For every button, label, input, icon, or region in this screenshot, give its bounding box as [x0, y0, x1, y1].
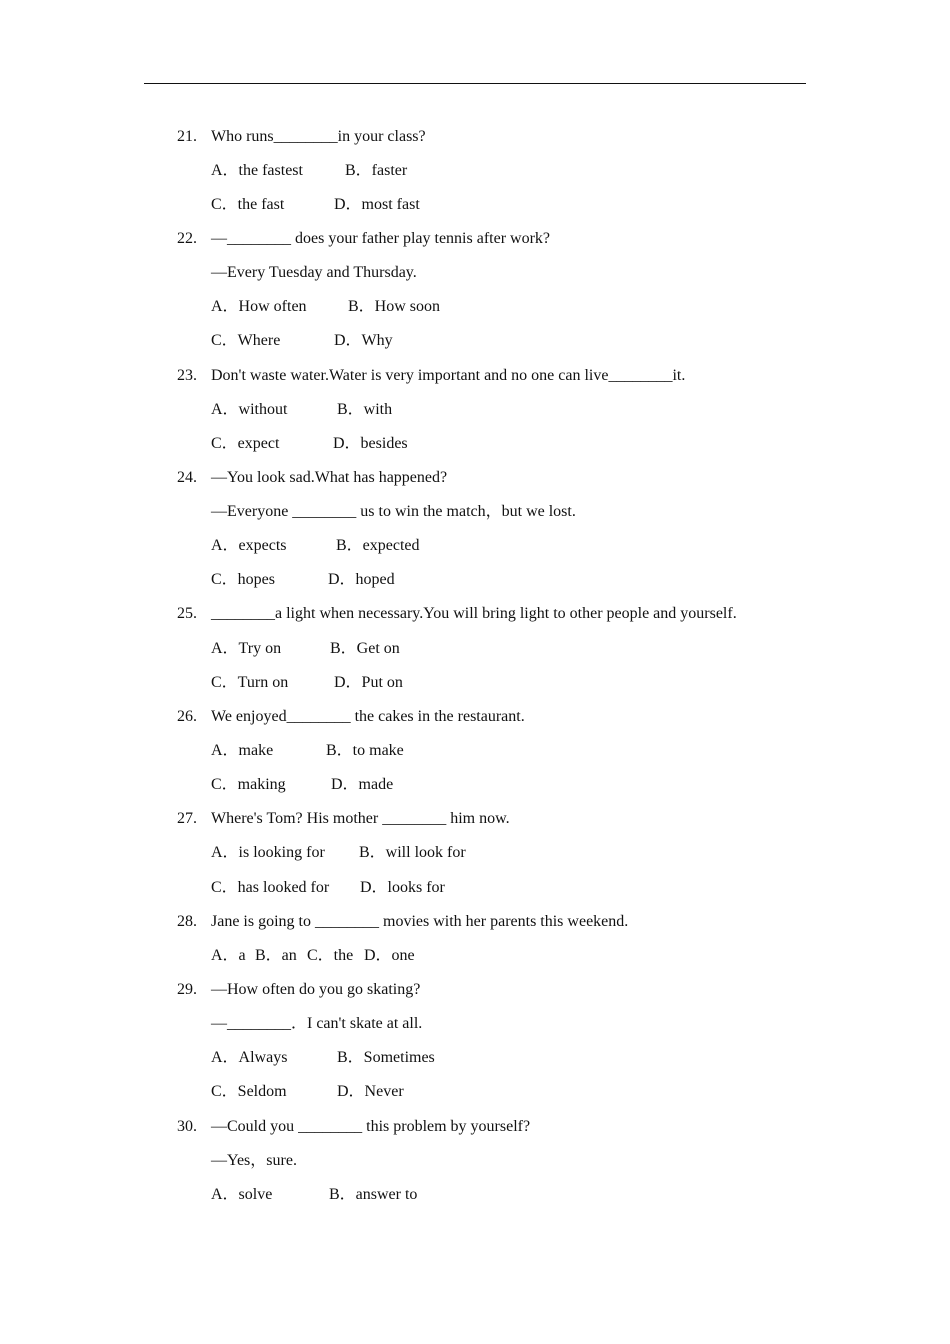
option-c: C．has looked for	[211, 879, 330, 896]
question-stem: Don't waste water.Water is very important and no one can live________it.	[211, 367, 686, 384]
option-a: A．Try on	[211, 640, 282, 657]
option-c: C．the fast	[211, 196, 285, 213]
question-number: 21.	[177, 128, 197, 145]
question-stem: —________ does your father play tennis after work?	[211, 230, 551, 247]
option-d: D．one	[364, 947, 415, 964]
header-rule	[144, 83, 806, 84]
option-c: C．hopes	[211, 571, 276, 588]
option-d: D．hoped	[328, 571, 395, 588]
option-b: B．answer to	[329, 1186, 418, 1203]
option-d: D．made	[331, 776, 394, 793]
option-b: B．expected	[336, 537, 420, 554]
option-a: A．expects	[211, 537, 287, 554]
question-reply: —Yes，sure.	[211, 1152, 297, 1169]
question-stem: Jane is going to ________ movies with her parents this weekend.	[211, 913, 629, 930]
question-number: 22.	[177, 230, 197, 247]
option-d: D．besides	[333, 435, 408, 452]
question-stem: ________a light when necessary.You will bring light to other people and yourself.	[211, 605, 737, 622]
question-number: 26.	[177, 708, 197, 725]
option-d: D．Never	[337, 1083, 404, 1100]
question-number: 25.	[177, 605, 197, 622]
question-number: 30.	[177, 1118, 197, 1135]
option-a: A．Always	[211, 1049, 288, 1066]
question-reply: —Every Tuesday and Thursday.	[211, 264, 417, 281]
option-b: B．Get on	[330, 640, 400, 657]
option-b: B．will look for	[359, 844, 466, 861]
question-stem: —You look sad.What has happened?	[211, 469, 448, 486]
option-d: D．Put on	[334, 674, 403, 691]
question-stem: Who runs________in your class?	[211, 128, 426, 145]
question-number: 23.	[177, 367, 197, 384]
option-c: C．Seldom	[211, 1083, 287, 1100]
option-c: C．Turn on	[211, 674, 289, 691]
question-stem: —How often do you go skating?	[211, 981, 421, 998]
option-a: A．the fastest	[211, 162, 303, 179]
question-stem: We enjoyed________ the cakes in the restaurant.	[211, 708, 525, 725]
option-a: A．is looking for	[211, 844, 325, 861]
option-d: D．most fast	[334, 196, 420, 213]
option-c: C．making	[211, 776, 286, 793]
option-b: B．faster	[345, 162, 408, 179]
question-number: 29.	[177, 981, 197, 998]
question-reply: —________．I can't skate at all.	[211, 1015, 423, 1032]
option-c: C．expect	[211, 435, 280, 452]
option-c: C．the	[307, 947, 354, 964]
question-number: 27.	[177, 810, 197, 827]
option-c: C．Where	[211, 332, 281, 349]
question-number: 24.	[177, 469, 197, 486]
option-a: A．a	[211, 947, 246, 964]
option-a: A．make	[211, 742, 274, 759]
option-a: A．solve	[211, 1186, 273, 1203]
option-b: B．How soon	[348, 298, 441, 315]
question-stem: Where's Tom? His mother ________ him now.	[211, 810, 510, 827]
option-d: D．looks for	[360, 879, 445, 896]
option-a: A．without	[211, 401, 288, 418]
option-b: B．to make	[326, 742, 404, 759]
question-reply: —Everyone ________ us to win the match，but we lost.	[211, 503, 576, 520]
option-b: B．with	[337, 401, 393, 418]
question-number: 28.	[177, 913, 197, 930]
option-b: B．an	[255, 947, 297, 964]
option-b: B．Sometimes	[337, 1049, 435, 1066]
question-stem: —Could you ________ this problem by yourself?	[211, 1118, 531, 1135]
option-d: D．Why	[334, 332, 393, 349]
option-a: A．How often	[211, 298, 307, 315]
